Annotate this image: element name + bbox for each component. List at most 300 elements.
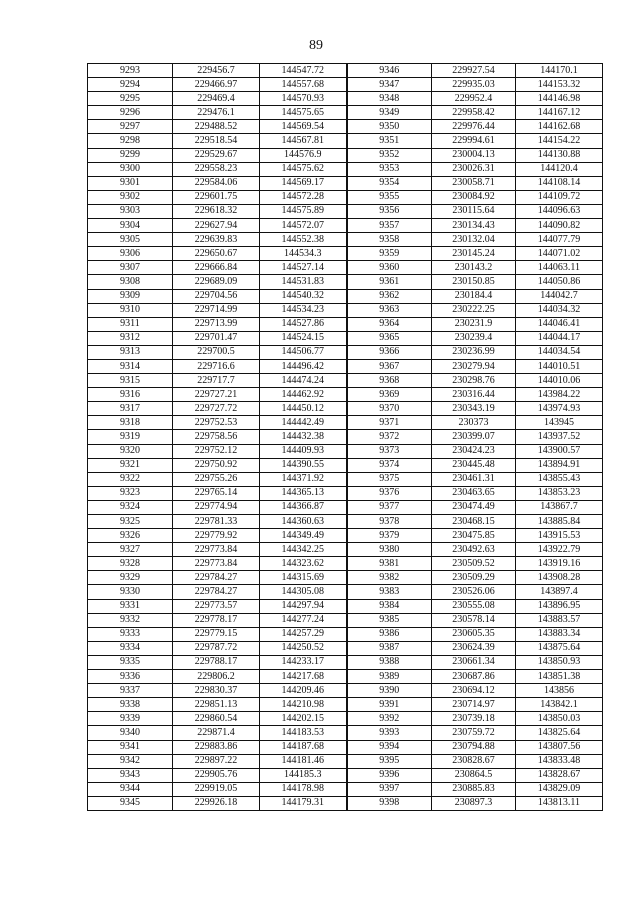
y-coordinate-left-cell: 144540.32 [260,289,347,303]
x-coordinate-right-cell: 230897.3 [432,796,516,810]
point-number-right-cell: 9350 [347,120,432,134]
x-coordinate-left-cell: 229919.05 [173,782,260,796]
x-coordinate-right-cell: 230279.94 [432,359,516,373]
y-coordinate-right-cell: 143853.23 [516,486,603,500]
x-coordinate-left-cell: 229926.18 [173,796,260,810]
point-number-right-cell: 9378 [347,515,432,529]
table-row [88,92,603,106]
point-number-right-cell: 9346 [347,64,432,78]
y-coordinate-left-cell: 144527.14 [260,261,347,275]
point-number-left-cell: 9328 [88,557,173,571]
point-number-right-cell: 9397 [347,782,432,796]
x-coordinate-right-cell: 230084.92 [432,190,516,204]
x-coordinate-left-cell: 229755.26 [173,472,260,486]
y-coordinate-left-cell: 144277.24 [260,613,347,627]
y-coordinate-left-cell: 144575.62 [260,162,347,176]
y-coordinate-right-cell: 144096.63 [516,204,603,218]
table-row [88,472,603,486]
point-number-right-cell: 9358 [347,233,432,247]
point-number-left-cell: 9340 [88,726,173,740]
coordinates-table-body [88,64,603,811]
point-number-left-cell: 9326 [88,529,173,543]
x-coordinate-left-cell: 229781.33 [173,515,260,529]
point-number-left-cell: 9295 [88,92,173,106]
point-number-left-cell: 9341 [88,740,173,754]
point-number-right-cell: 9362 [347,289,432,303]
table-row [88,796,603,810]
x-coordinate-right-cell: 230115.64 [432,204,516,218]
table-row [88,148,603,162]
y-coordinate-left-cell: 144187.68 [260,740,347,754]
y-coordinate-left-cell: 144534.23 [260,303,347,317]
x-coordinate-right-cell: 230239.4 [432,331,516,345]
y-coordinate-right-cell: 143825.64 [516,726,603,740]
y-coordinate-left-cell: 144432.38 [260,430,347,444]
point-number-right-cell: 9384 [347,599,432,613]
point-number-left-cell: 9296 [88,106,173,120]
point-number-right-cell: 9352 [347,148,432,162]
table-row [88,120,603,134]
x-coordinate-left-cell: 229456.7 [173,64,260,78]
point-number-left-cell: 9342 [88,754,173,768]
table-row [88,303,603,317]
point-number-right-cell: 9373 [347,444,432,458]
table-row [88,190,603,204]
table-row [88,162,603,176]
x-coordinate-left-cell: 229717.7 [173,374,260,388]
y-coordinate-left-cell: 144576.9 [260,148,347,162]
point-number-right-cell: 9367 [347,359,432,373]
point-number-right-cell: 9377 [347,500,432,514]
point-number-left-cell: 9320 [88,444,173,458]
point-number-right-cell: 9368 [347,374,432,388]
table-row [88,529,603,543]
x-coordinate-right-cell: 230222.25 [432,303,516,317]
x-coordinate-left-cell: 229476.1 [173,106,260,120]
y-coordinate-left-cell: 144462.92 [260,388,347,402]
y-coordinate-left-cell: 144366.87 [260,500,347,514]
x-coordinate-right-cell: 230298.76 [432,374,516,388]
x-coordinate-left-cell: 229713.99 [173,317,260,331]
x-coordinate-right-cell: 230445.48 [432,458,516,472]
table-row [88,543,603,557]
x-coordinate-left-cell: 229752.53 [173,416,260,430]
y-coordinate-left-cell: 144217.68 [260,670,347,684]
table-row [88,416,603,430]
point-number-left-cell: 9308 [88,275,173,289]
y-coordinate-right-cell: 143922.79 [516,543,603,557]
table-row [88,670,603,684]
y-coordinate-right-cell: 143915.53 [516,529,603,543]
x-coordinate-left-cell: 229701.47 [173,331,260,345]
x-coordinate-left-cell: 229618.32 [173,204,260,218]
point-number-left-cell: 9323 [88,486,173,500]
y-coordinate-right-cell: 143828.67 [516,768,603,782]
y-coordinate-left-cell: 144575.65 [260,106,347,120]
x-coordinate-left-cell: 229716.6 [173,359,260,373]
x-coordinate-left-cell: 229806.2 [173,670,260,684]
y-coordinate-left-cell: 144570.93 [260,92,347,106]
point-number-right-cell: 9398 [347,796,432,810]
y-coordinate-right-cell: 143829.09 [516,782,603,796]
point-number-right-cell: 9390 [347,684,432,698]
x-coordinate-right-cell: 230555.08 [432,599,516,613]
table-row [88,275,603,289]
y-coordinate-left-cell: 144567.81 [260,134,347,148]
x-coordinate-right-cell: 230694.12 [432,684,516,698]
x-coordinate-left-cell: 229466.97 [173,78,260,92]
y-coordinate-left-cell: 144315.69 [260,571,347,585]
y-coordinate-right-cell: 143875.64 [516,641,603,655]
point-number-left-cell: 9335 [88,655,173,669]
y-coordinate-left-cell: 144342.25 [260,543,347,557]
point-number-right-cell: 9391 [347,698,432,712]
y-coordinate-right-cell: 144046.41 [516,317,603,331]
table-row [88,486,603,500]
table-row [88,782,603,796]
table-row [88,515,603,529]
x-coordinate-right-cell: 230474.49 [432,500,516,514]
y-coordinate-right-cell: 143850.03 [516,712,603,726]
table-row [88,317,603,331]
y-coordinate-right-cell: 144108.14 [516,176,603,190]
table-row [88,402,603,416]
y-coordinate-left-cell: 144297.94 [260,599,347,613]
y-coordinate-left-cell: 144524.15 [260,331,347,345]
x-coordinate-left-cell: 229765.14 [173,486,260,500]
table-row [88,374,603,388]
point-number-right-cell: 9375 [347,472,432,486]
x-coordinate-left-cell: 229784.27 [173,585,260,599]
x-coordinate-left-cell: 229778.17 [173,613,260,627]
y-coordinate-left-cell: 144442.49 [260,416,347,430]
y-coordinate-right-cell: 144071.02 [516,247,603,261]
y-coordinate-right-cell: 143896.95 [516,599,603,613]
x-coordinate-left-cell: 229897.22 [173,754,260,768]
point-number-right-cell: 9386 [347,627,432,641]
y-coordinate-right-cell: 143807.56 [516,740,603,754]
point-number-left-cell: 9344 [88,782,173,796]
table-row [88,655,603,669]
table-row [88,599,603,613]
point-number-right-cell: 9387 [347,641,432,655]
x-coordinate-left-cell: 229601.75 [173,190,260,204]
point-number-right-cell: 9393 [347,726,432,740]
point-number-left-cell: 9293 [88,64,173,78]
point-number-left-cell: 9317 [88,402,173,416]
table-row [88,585,603,599]
point-number-right-cell: 9361 [347,275,432,289]
point-number-left-cell: 9315 [88,374,173,388]
point-number-left-cell: 9337 [88,684,173,698]
page-number: 89 [309,38,323,53]
point-number-right-cell: 9379 [347,529,432,543]
table-row [88,684,603,698]
x-coordinate-right-cell: 230184.4 [432,289,516,303]
point-number-right-cell: 9385 [347,613,432,627]
point-number-left-cell: 9319 [88,430,173,444]
x-coordinate-right-cell: 230463.65 [432,486,516,500]
x-coordinate-left-cell: 229871.4 [173,726,260,740]
x-coordinate-left-cell: 229851.13 [173,698,260,712]
table-row [88,627,603,641]
x-coordinate-right-cell: 229927.54 [432,64,516,78]
point-number-left-cell: 9305 [88,233,173,247]
y-coordinate-right-cell: 143867.7 [516,500,603,514]
x-coordinate-right-cell: 230145.24 [432,247,516,261]
y-coordinate-left-cell: 144181.46 [260,754,347,768]
point-number-left-cell: 9303 [88,204,173,218]
table-row [88,345,603,359]
y-coordinate-right-cell: 143937.52 [516,430,603,444]
y-coordinate-right-cell: 144077.79 [516,233,603,247]
x-coordinate-right-cell: 230714.97 [432,698,516,712]
point-number-left-cell: 9313 [88,345,173,359]
x-coordinate-left-cell: 229788.17 [173,655,260,669]
x-coordinate-right-cell: 230828.67 [432,754,516,768]
y-coordinate-right-cell: 144010.51 [516,359,603,373]
x-coordinate-right-cell: 230231.9 [432,317,516,331]
x-coordinate-left-cell: 229773.84 [173,557,260,571]
y-coordinate-right-cell: 143883.57 [516,613,603,627]
x-coordinate-left-cell: 229727.72 [173,402,260,416]
point-number-right-cell: 9359 [347,247,432,261]
x-coordinate-right-cell: 230739.18 [432,712,516,726]
y-coordinate-right-cell: 143945 [516,416,603,430]
y-coordinate-left-cell: 144557.68 [260,78,347,92]
x-coordinate-right-cell: 230509.52 [432,557,516,571]
point-number-left-cell: 9297 [88,120,173,134]
point-number-right-cell: 9353 [347,162,432,176]
x-coordinate-left-cell: 229784.27 [173,571,260,585]
y-coordinate-left-cell: 144572.07 [260,219,347,233]
x-coordinate-left-cell: 229750.92 [173,458,260,472]
x-coordinate-left-cell: 229860.54 [173,712,260,726]
y-coordinate-right-cell: 143883.34 [516,627,603,641]
y-coordinate-left-cell: 144179.31 [260,796,347,810]
x-coordinate-right-cell: 230343.19 [432,402,516,416]
x-coordinate-right-cell: 230143.2 [432,261,516,275]
x-coordinate-right-cell: 230475.85 [432,529,516,543]
x-coordinate-right-cell: 230687.86 [432,670,516,684]
point-number-left-cell: 9309 [88,289,173,303]
x-coordinate-right-cell: 230058.71 [432,176,516,190]
y-coordinate-right-cell: 143897.4 [516,585,603,599]
table-row [88,233,603,247]
point-number-left-cell: 9334 [88,641,173,655]
point-number-right-cell: 9380 [347,543,432,557]
y-coordinate-left-cell: 144450.12 [260,402,347,416]
point-number-left-cell: 9304 [88,219,173,233]
y-coordinate-right-cell: 144034.32 [516,303,603,317]
x-coordinate-right-cell: 230605.35 [432,627,516,641]
table-row [88,331,603,345]
table-row [88,768,603,782]
y-coordinate-left-cell: 144371.92 [260,472,347,486]
point-number-left-cell: 9343 [88,768,173,782]
table-row [88,78,603,92]
point-number-right-cell: 9357 [347,219,432,233]
x-coordinate-right-cell: 230236.99 [432,345,516,359]
y-coordinate-left-cell: 144305.08 [260,585,347,599]
y-coordinate-right-cell: 143885.84 [516,515,603,529]
point-number-right-cell: 9396 [347,768,432,782]
point-number-right-cell: 9376 [347,486,432,500]
table-row [88,500,603,514]
x-coordinate-right-cell: 230759.72 [432,726,516,740]
y-coordinate-left-cell: 144569.17 [260,176,347,190]
point-number-right-cell: 9355 [347,190,432,204]
point-number-right-cell: 9382 [347,571,432,585]
y-coordinate-right-cell: 143850.93 [516,655,603,669]
x-coordinate-right-cell: 229935.03 [432,78,516,92]
x-coordinate-right-cell: 230468.15 [432,515,516,529]
point-number-left-cell: 9310 [88,303,173,317]
table-row [88,726,603,740]
y-coordinate-right-cell: 144109.72 [516,190,603,204]
x-coordinate-left-cell: 229773.57 [173,599,260,613]
point-number-right-cell: 9351 [347,134,432,148]
x-coordinate-left-cell: 229830.37 [173,684,260,698]
point-number-left-cell: 9345 [88,796,173,810]
point-number-right-cell: 9394 [347,740,432,754]
table-row [88,247,603,261]
point-number-right-cell: 9356 [347,204,432,218]
y-coordinate-left-cell: 144209.46 [260,684,347,698]
x-coordinate-left-cell: 229752.12 [173,444,260,458]
x-coordinate-left-cell: 229584.06 [173,176,260,190]
y-coordinate-right-cell: 143900.57 [516,444,603,458]
x-coordinate-left-cell: 229666.84 [173,261,260,275]
x-coordinate-right-cell: 230150.85 [432,275,516,289]
point-number-right-cell: 9366 [347,345,432,359]
x-coordinate-left-cell: 229883.86 [173,740,260,754]
y-coordinate-right-cell: 144050.86 [516,275,603,289]
y-coordinate-left-cell: 144575.89 [260,204,347,218]
point-number-left-cell: 9298 [88,134,173,148]
table-row [88,712,603,726]
y-coordinate-left-cell: 144552.38 [260,233,347,247]
y-coordinate-right-cell: 144130.88 [516,148,603,162]
table-row [88,359,603,373]
y-coordinate-left-cell: 144496.42 [260,359,347,373]
point-number-left-cell: 9333 [88,627,173,641]
point-number-left-cell: 9324 [88,500,173,514]
table-row [88,698,603,712]
point-number-left-cell: 9312 [88,331,173,345]
y-coordinate-left-cell: 144349.49 [260,529,347,543]
x-coordinate-left-cell: 229488.52 [173,120,260,134]
y-coordinate-right-cell: 144154.22 [516,134,603,148]
point-number-left-cell: 9322 [88,472,173,486]
point-number-left-cell: 9318 [88,416,173,430]
x-coordinate-left-cell: 229779.92 [173,529,260,543]
y-coordinate-left-cell: 144527.86 [260,317,347,331]
x-coordinate-left-cell: 229700.5 [173,345,260,359]
y-coordinate-left-cell: 144547.72 [260,64,347,78]
x-coordinate-left-cell: 229773.84 [173,543,260,557]
y-coordinate-left-cell: 144202.15 [260,712,347,726]
x-coordinate-left-cell: 229529.67 [173,148,260,162]
y-coordinate-right-cell: 143919.16 [516,557,603,571]
x-coordinate-left-cell: 229779.15 [173,627,260,641]
x-coordinate-right-cell: 230026.31 [432,162,516,176]
table-row [88,176,603,190]
y-coordinate-left-cell: 144534.3 [260,247,347,261]
point-number-left-cell: 9307 [88,261,173,275]
y-coordinate-left-cell: 144409.93 [260,444,347,458]
point-number-left-cell: 9299 [88,148,173,162]
table-row [88,430,603,444]
point-number-right-cell: 9369 [347,388,432,402]
y-coordinate-right-cell: 143974.93 [516,402,603,416]
y-coordinate-right-cell: 144090.82 [516,219,603,233]
table-row [88,388,603,402]
y-coordinate-right-cell: 144162.68 [516,120,603,134]
table-row [88,613,603,627]
y-coordinate-right-cell: 144010.06 [516,374,603,388]
x-coordinate-right-cell: 230424.23 [432,444,516,458]
x-coordinate-right-cell: 229994.61 [432,134,516,148]
x-coordinate-left-cell: 229727.21 [173,388,260,402]
x-coordinate-left-cell: 229774.94 [173,500,260,514]
y-coordinate-left-cell: 144233.17 [260,655,347,669]
y-coordinate-left-cell: 144183.53 [260,726,347,740]
point-number-left-cell: 9314 [88,359,173,373]
point-number-left-cell: 9338 [88,698,173,712]
x-coordinate-right-cell: 230004.13 [432,148,516,162]
y-coordinate-right-cell: 143813.11 [516,796,603,810]
x-coordinate-left-cell: 229558.23 [173,162,260,176]
x-coordinate-right-cell: 230624.39 [432,641,516,655]
point-number-right-cell: 9395 [347,754,432,768]
y-coordinate-left-cell: 144323.62 [260,557,347,571]
point-number-right-cell: 9349 [347,106,432,120]
y-coordinate-right-cell: 144170.1 [516,64,603,78]
table-row [88,571,603,585]
y-coordinate-left-cell: 144360.63 [260,515,347,529]
x-coordinate-left-cell: 229905.76 [173,768,260,782]
x-coordinate-right-cell: 230399.07 [432,430,516,444]
table-row [88,219,603,233]
point-number-left-cell: 9332 [88,613,173,627]
point-number-left-cell: 9330 [88,585,173,599]
table-row [88,204,603,218]
x-coordinate-left-cell: 229758.56 [173,430,260,444]
x-coordinate-right-cell: 229976.44 [432,120,516,134]
table-row [88,134,603,148]
y-coordinate-left-cell: 144531.83 [260,275,347,289]
point-number-right-cell: 9371 [347,416,432,430]
table-row [88,641,603,655]
point-number-left-cell: 9331 [88,599,173,613]
point-number-left-cell: 9300 [88,162,173,176]
y-coordinate-right-cell: 143851.38 [516,670,603,684]
point-number-left-cell: 9301 [88,176,173,190]
y-coordinate-right-cell: 144153.32 [516,78,603,92]
y-coordinate-right-cell: 143833.48 [516,754,603,768]
y-coordinate-right-cell: 143856 [516,684,603,698]
point-number-left-cell: 9321 [88,458,173,472]
point-number-left-cell: 9306 [88,247,173,261]
point-number-left-cell: 9302 [88,190,173,204]
x-coordinate-right-cell: 230492.63 [432,543,516,557]
table-row [88,444,603,458]
y-coordinate-left-cell: 144185.3 [260,768,347,782]
y-coordinate-left-cell: 144572.28 [260,190,347,204]
point-number-right-cell: 9365 [347,331,432,345]
x-coordinate-left-cell: 229787.72 [173,641,260,655]
